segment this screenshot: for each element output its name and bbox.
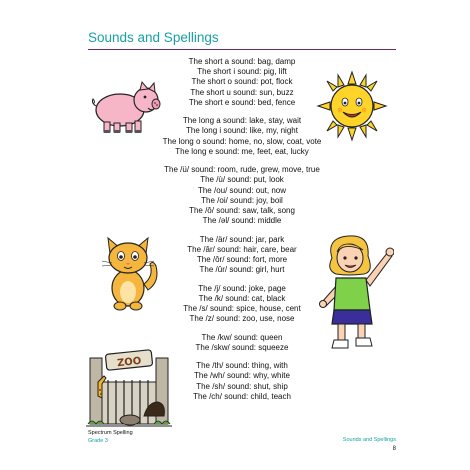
title-divider [88,49,396,50]
vowel-sounds-group [88,165,396,226]
list-item: The /ù/ sound: put, look [200,175,284,185]
footer-book-title: Spectrum Spelling [88,430,133,436]
list-item: The short a sound: bag, damp [188,57,296,66]
list-item: The /ûr/ sound: girl, hurt [199,265,285,275]
list-item: The /ô/ sound: saw, talk, song [189,206,295,216]
pig-illustration [88,80,162,136]
list-item: The /th/ sound: thing, with [196,361,288,371]
list-item: The /sh/ sound: shut, ship [196,381,288,391]
list-item: The long a sound: lake, stay, wait [182,116,302,126]
list-item: The /s/ sound: spice, house, cent [183,304,301,314]
list-item: The /ou/ sound: out, now [197,185,287,195]
list-item: The /k/ sound: cat, black [198,293,286,303]
list-item: The /j/ sound: joke, page [198,283,286,293]
list-item: The /ch/ sound: child, teach [193,391,291,401]
list-item: The long i sound: like, my, night [186,126,298,136]
list-item: The short i sound: pig, lift [197,67,287,77]
girl-illustration [318,232,394,354]
page-title: Sounds and Spellings [88,30,219,45]
list-item: The /ü/ sound: room, rude, grew, move, true [164,165,320,175]
list-item: The /wh/ sound: why, white [194,371,290,381]
footer-section-title: Sounds and Spellings [342,437,396,443]
list-item: The /skw/ sound: squeeze [195,342,289,352]
list-item: The /oi/ sound: joy, boil [201,195,283,205]
list-item: The /är/ sound: jar, park [199,234,285,244]
list-item: The long e sound: me, feet, eat, lucky [175,146,309,156]
sun-illustration [316,70,388,142]
list-item: The short u sound: sun, buzz [190,87,294,97]
footer-book-info [88,430,133,445]
list-item: The /z/ sound: zoo, use, nose [189,314,295,324]
list-item: The short e sound: bed, fence [188,97,296,107]
list-item: The /âr/ sound: hair, care, bear [187,244,297,254]
zoo-gate-illustration [86,346,172,430]
list-item: The /əl/ sound: middle [202,216,282,226]
list-item: The /kw/ sound: queen [201,332,283,342]
list-item: The /ôr/ sound: fort, more [196,255,288,265]
list-item: The long o sound: home, no, slow, coat, vote [162,136,322,146]
list-item: The short o sound: pot, flock [191,77,293,87]
zoo-sign-text: ZOO [116,355,142,370]
cat-illustration [96,236,162,312]
page-number: 8 [392,446,396,452]
footer-grade: Grade 3 [88,437,108,444]
